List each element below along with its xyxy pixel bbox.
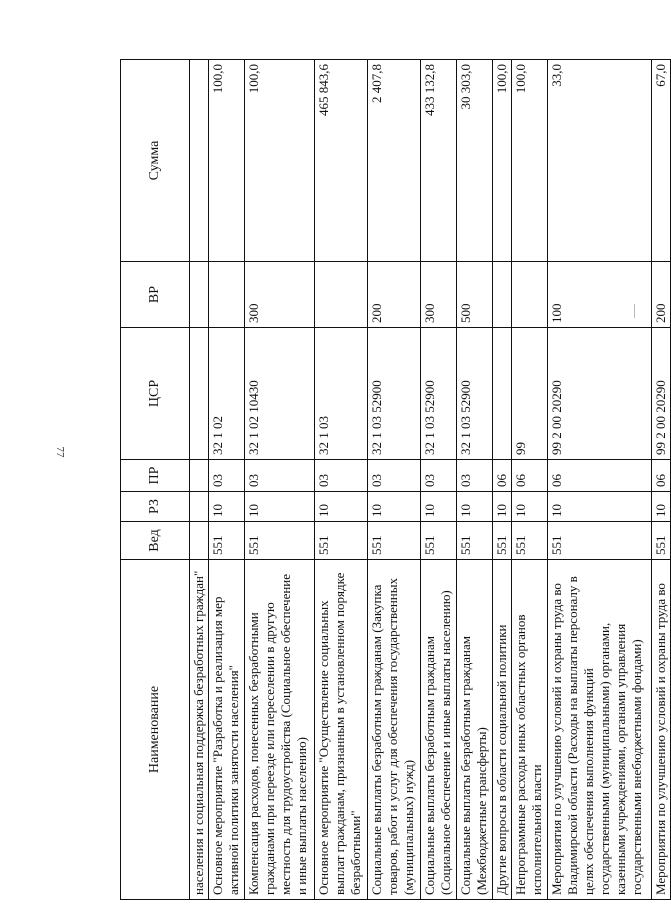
cell-csr: 32 1 03 52900 [368, 328, 421, 460]
cell-vr: 100 [548, 262, 652, 328]
cell-pr [190, 460, 209, 492]
cell-name: Социальные выплаты безработным гражданам (Закупка товаров, работ и услуг для обеспечения государственных (муниципальных) нужд) [368, 560, 421, 900]
table-header-row [121, 60, 190, 900]
cell-sum [190, 60, 209, 262]
cell-pr: 06 [512, 460, 548, 492]
cell-pr: 03 [421, 460, 457, 492]
header-ved: Вед [121, 522, 190, 560]
cell-name: Компенсация расходов, понесенных безработными гражданами при переезде или переселении в другую местность для трудоустройства (Социальное обеспечение и иные выплаты населению) [245, 560, 315, 900]
cell-ved [190, 522, 209, 560]
cell-ved: 551 [245, 522, 315, 560]
cell-name: Социальные выплаты безработным гражданам (Социальное обеспечение и иные выплаты населению) [421, 560, 457, 900]
cell-pr: 06 [652, 460, 671, 492]
cell-rz: 10 [245, 492, 315, 522]
header-vr: ВР [121, 262, 190, 328]
cell-name: Другие вопросы в области социальной политики [493, 560, 512, 900]
cell-rz: 10 [652, 492, 671, 522]
cell-name: Основное мероприятие "Разработка и реализация мер активной политики занятости населения" [209, 560, 245, 900]
table-row [457, 60, 493, 900]
cell-vr [315, 262, 368, 328]
cell-name: Социальные выплаты безработным гражданам (Межбюджетные трансферты) [457, 560, 493, 900]
table-row [512, 60, 548, 900]
cell-rz: 10 [315, 492, 368, 522]
cell-pr: 06 [548, 460, 652, 492]
table-row [190, 60, 209, 900]
cell-csr: 32 1 03 52900 [457, 328, 493, 460]
cell-ved: 551 [315, 522, 368, 560]
cell-csr: 32 1 03 [315, 328, 368, 460]
cell-rz: 10 [512, 492, 548, 522]
table-row [209, 60, 245, 900]
cell-sum: 67,0 [652, 60, 671, 262]
cell-sum: 2 407,8 [368, 60, 421, 262]
cell-vr [190, 262, 209, 328]
cell-vr [512, 262, 548, 328]
cell-csr: 32 1 02 10430 [245, 328, 315, 460]
cell-sum: 433 132,8 [421, 60, 457, 262]
cell-sum: 33,0 [548, 60, 652, 262]
cell-ved: 551 [368, 522, 421, 560]
cell-sum: 100,0 [512, 60, 548, 262]
cell-rz [190, 492, 209, 522]
cell-pr: 03 [457, 460, 493, 492]
cell-vr: 200 [652, 262, 671, 328]
cell-csr [493, 328, 512, 460]
cell-vr: 300 [421, 262, 457, 328]
cell-ved: 551 [548, 522, 652, 560]
table-row [652, 60, 671, 900]
cell-vr [209, 262, 245, 328]
header-rz: РЗ [121, 492, 190, 522]
cell-sum: 100,0 [245, 60, 315, 262]
cell-rz: 10 [368, 492, 421, 522]
cell-csr: 32 1 02 [209, 328, 245, 460]
cell-rz: 10 [457, 492, 493, 522]
cell-csr [190, 328, 209, 460]
cell-ved: 551 [493, 522, 512, 560]
cell-name: населения и социальная поддержка безработных граждан" [190, 560, 209, 900]
cell-ved: 551 [512, 522, 548, 560]
cell-csr: 99 2 00 20290 [548, 328, 652, 460]
budget-table [120, 59, 671, 900]
cell-rz: 10 [493, 492, 512, 522]
cell-name: Непрограммные расходы иных областных органов исполнительной власти [512, 560, 548, 900]
cell-name: Мероприятия по улучшению условий и охраны труда во [652, 560, 671, 900]
cell-csr: 99 2 00 20290 [652, 328, 671, 460]
cell-pr: 03 [315, 460, 368, 492]
table-row [368, 60, 421, 900]
header-name: Наименование [121, 560, 190, 900]
cell-csr: 99 [512, 328, 548, 460]
header-sum: Сумма [121, 60, 190, 262]
cell-rz: 10 [548, 492, 652, 522]
cell-ved: 551 [457, 522, 493, 560]
cell-pr: 03 [245, 460, 315, 492]
cell-pr: 03 [368, 460, 421, 492]
cell-name: Основное мероприятие "Осуществление социальных выплат гражданам, признанным в установленном порядке безработными" [315, 560, 368, 900]
cell-pr: 03 [209, 460, 245, 492]
cell-sum: 30 303,0 [457, 60, 493, 262]
cell-pr: 06 [493, 460, 512, 492]
cell-sum: 100,0 [493, 60, 512, 262]
cell-vr [493, 262, 512, 328]
cell-vr: 500 [457, 262, 493, 328]
cell-ved: 551 [652, 522, 671, 560]
table-row [245, 60, 315, 900]
budget-table-frame [120, 60, 668, 900]
header-csr: ЦСР [121, 328, 190, 460]
cell-sum: 100,0 [209, 60, 245, 262]
cell-vr: 200 [368, 262, 421, 328]
table-row [548, 60, 652, 900]
cell-ved: 551 [421, 522, 457, 560]
table-row [315, 60, 368, 900]
cell-rz: 10 [209, 492, 245, 522]
rotated-table-wrapper [120, 60, 668, 900]
cell-vr: 300 [245, 262, 315, 328]
page-number: 77 [54, 446, 66, 458]
table-row [493, 60, 512, 900]
cell-rz: 10 [421, 492, 457, 522]
cell-csr: 32 1 03 52900 [421, 328, 457, 460]
table-row [421, 60, 457, 900]
cell-sum: 465 843,6 [315, 60, 368, 262]
cell-name: Мероприятия по улучшению условий и охраны труда во Владимирской области (Расходы на выплаты персоналу в целях обеспечения выполнения функций государственными (муниципальными) органами, казенными учреждениями, органами управления государственными внебюджетными фондами) [548, 560, 652, 900]
cell-ved: 551 [209, 522, 245, 560]
header-pr: ПР [121, 460, 190, 492]
